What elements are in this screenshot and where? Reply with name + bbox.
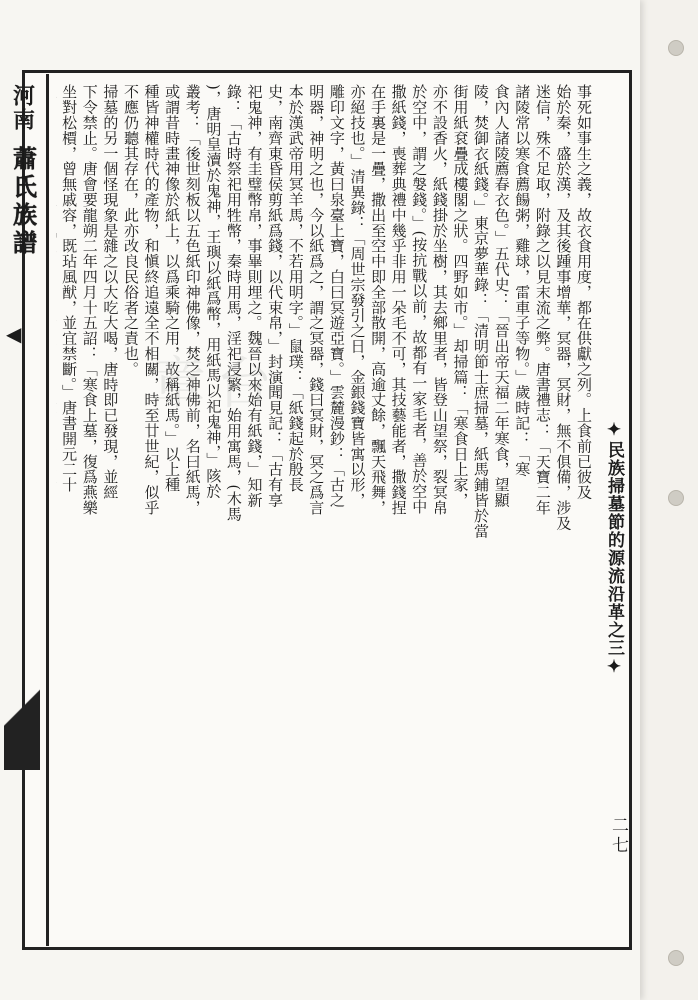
text-column: 陵，焚御衣紙錢。」東京夢華錄：「清明節士庶掃墓，紙馬鋪皆於當: [472, 84, 491, 539]
text-column: 種皆神權時代的產物，和愼終追遠全不相關，時至廿世紀，似乎: [142, 84, 161, 516]
text-column: 下令禁止。唐會要龍朔二年四月十五詔：「寒食上墓，復爲燕樂: [80, 84, 99, 516]
spine-book-title: 蕭氏族譜: [8, 146, 38, 258]
text-column: 亦不設香火，紙錢掛於坐樹，其去鄉里者，皆登山望祭，裂冥帛: [430, 84, 449, 516]
spine-header: [0, 80, 46, 940]
text-column: )，唐明皇瀆於鬼神，王璵以紙爲幣，用紙馬以祀鬼神，」陔於: [204, 84, 223, 499]
text-column: 叢考：「後世刻板以五色紙印神佛像，焚之神佛前，名曰紙馬，: [183, 84, 202, 516]
text-column: 街用紙袞疊成樓閣之狀。四野如市。」却掃篇：「寒食日上家，: [451, 84, 470, 508]
text-column: 迷信，殊不足取，附錄之以見末流之弊。唐書禮志：「天寶二年: [533, 84, 552, 516]
text-column: 雕印文字，黃曰泉臺上寶，白曰冥遊亞寶。」雲麓漫鈔：「古之: [327, 84, 346, 508]
text-column: 撒紙錢，喪葬典禮中幾乎非用一朵毛不可，其技藝能者，撒錢捏: [389, 84, 408, 516]
text-column: 史，南齊東昏侯剪紙爲錢，以代束帛，」封演聞見記：「古有享: [266, 84, 285, 508]
text-column: 掃墓的另一個怪現象是雜之以大吃大喝，唐時即已發現，並經: [101, 84, 120, 500]
text-column: 食內人諸陵薦春衣色。」五代史：「晉出帝天福二年寒食，望顯: [492, 84, 511, 508]
series-title: ✦民族掃墓節的源流沿革之三✦: [604, 420, 624, 678]
text-column: 或謂昔時畫神像於紙上，以爲乘騎之用，故稱紙馬。」以上種: [163, 84, 182, 493]
article-body: [56, 84, 594, 924]
text-column: 明器，神明之也，今以紙爲之，謂之冥器，錢曰冥財，冥之爲言: [307, 84, 326, 516]
text-column: [56, 84, 59, 924]
text-column: 錄：「古時祭祀用牲幣，秦時用馬，淫祀浸繁，始用寓馬，(木馬: [224, 84, 243, 522]
text-column: 在手裏是一疊，撒出至空中即全部散開，高逾丈餘，飄天飛舞，: [369, 84, 388, 516]
text-column: 坐對松檟，曾無戚容，既玷風猷，並宜禁斷。」唐書開元二十: [60, 84, 79, 493]
text-column: 亦絕技也。」清異錄：「周世宗發引之日，金銀錢寶皆寓以形，: [348, 84, 367, 508]
spine-ornament: [4, 650, 40, 770]
spine-province: 河南: [9, 84, 36, 132]
text-column: 始於秦，盛於漢，及其後踵事增華，冥器，冥財，無不俱備，涉及: [554, 84, 573, 531]
text-column: 本於漢武帝用冥羊馬，不若用明字。」鼠璞：「紙錢起於殷長: [286, 84, 305, 493]
text-column: 於空中，謂之媻錢。」(按抗戰以前，故都有一家毛者，善於空中: [410, 84, 429, 514]
text-column: 祀鬼神，有圭璧幣帛，事畢則埋之。魏晉以來始有紙錢，」知新: [245, 84, 264, 508]
spine-divider: [46, 74, 49, 946]
text-column: 諸陵常以寒食薦餳粥，雞球，雷車子等物。」歲時記：「寒: [513, 84, 532, 477]
text-column: 事死如事生之義，故衣食用度，都在供獻之列。上食前已彼及: [575, 84, 593, 500]
chevron-icon: ◀: [6, 322, 22, 346]
page-number: 二七: [608, 816, 628, 856]
text-column: 不應仍聽其存在，此亦改良民俗者之責也。: [121, 84, 140, 377]
